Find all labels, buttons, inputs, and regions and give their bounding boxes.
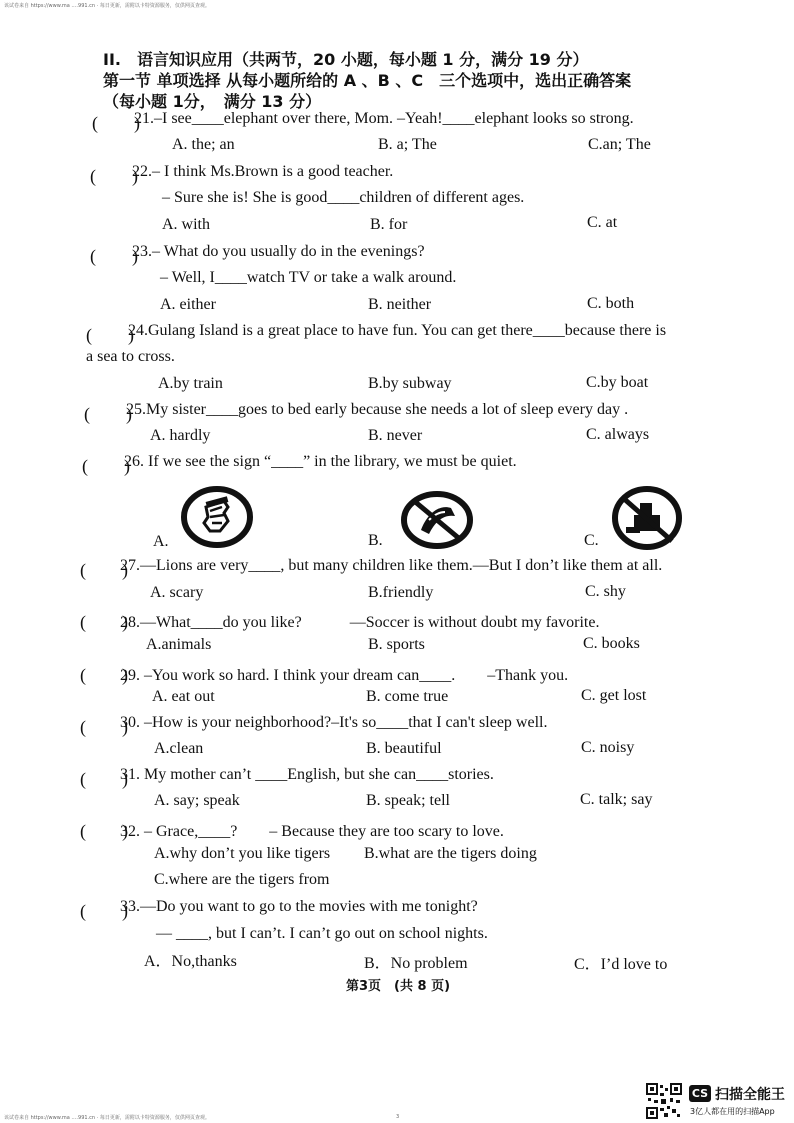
option-a: A．No,thanks bbox=[144, 953, 237, 970]
question-stem: 29. –You work so hard. I think your dream can____. –Thank you. bbox=[120, 667, 569, 684]
option-a: A. bbox=[153, 533, 169, 550]
watermark-top: 该试卷来自 https://www.ma ….991.cn · 每日更新，需附以卡特资源服务，仅供网页查观。 bbox=[4, 3, 210, 9]
page-number: 第3页 (共 8 页) bbox=[346, 979, 451, 994]
answer-bracket[interactable]: ( ) bbox=[80, 717, 128, 737]
option-c: C. at bbox=[587, 214, 618, 231]
question-stem: 24.Gulang Island is a great place to have fun. You can get there____because there is bbox=[128, 322, 667, 339]
option-b: B. neither bbox=[368, 296, 432, 313]
option-c: C. get lost bbox=[581, 687, 647, 704]
answer-bracket[interactable]: ( ) bbox=[84, 404, 132, 424]
option-a: A.why don’t you like tigers bbox=[154, 845, 331, 862]
option-b: B．No problem bbox=[364, 955, 468, 972]
option-c: C. bbox=[584, 532, 599, 549]
option-c: C.an; The bbox=[588, 136, 651, 153]
option-a: A. scary bbox=[150, 584, 204, 601]
option-a: A.by train bbox=[158, 375, 223, 392]
option-c: C.by boat bbox=[586, 374, 649, 391]
option-a: A.animals bbox=[146, 636, 212, 653]
question-stem-line2: – Well, I____watch TV or take a walk around. bbox=[160, 269, 457, 286]
answer-bracket[interactable]: ( ) bbox=[82, 456, 130, 476]
option-b: B.what are the tigers doing bbox=[364, 845, 537, 862]
qr-code-icon bbox=[646, 1083, 682, 1119]
question-stem: 23.– What do you usually do in the evenings? bbox=[132, 243, 425, 260]
question-stem: 28.—What____do you like? —Soccer is without doubt my favorite. bbox=[120, 614, 600, 631]
option-c: C. noisy bbox=[581, 739, 635, 756]
option-a: A. hardly bbox=[150, 427, 211, 444]
sign-b-image bbox=[399, 490, 475, 550]
watermark-bottom: 该试卷来自 https://www.ma ….991.cn · 每日更新，需附以卡特资源服务，仅供网页查观。 bbox=[4, 1115, 210, 1121]
page-marker: 3 bbox=[396, 1114, 400, 1120]
option-a: A. with bbox=[162, 216, 210, 233]
section-heading: II. 语言知识应用（共两节，20 小题，每小题 1 分，满分 19 分） bbox=[103, 50, 589, 69]
part-instruction-line2: （每小题 1分， 满分 13 分） bbox=[103, 92, 322, 111]
option-a: A. the; an bbox=[172, 136, 235, 153]
option-a: A. eat out bbox=[152, 688, 215, 705]
question-stem: 31. My mother can’t ____English, but she can____stories. bbox=[120, 766, 494, 783]
sign-c-image bbox=[610, 485, 684, 551]
question-stem-line2: a sea to cross. bbox=[86, 348, 175, 365]
question-stem: 32. – Grace,____? – Because they are too scary to love. bbox=[120, 823, 504, 840]
scanner-app-name: 扫描全能王 bbox=[715, 1087, 785, 1103]
question-stem: 30. –How is your neighborhood?–It's so____that I can't sleep well. bbox=[120, 714, 548, 731]
option-b: B. come true bbox=[366, 688, 449, 705]
option-c: C. books bbox=[583, 635, 640, 652]
question-stem: 26. If we see the sign “____” in the library, we must be quiet. bbox=[124, 453, 517, 470]
option-a: A. either bbox=[160, 296, 216, 313]
answer-bracket[interactable]: ( ) bbox=[80, 560, 128, 580]
answer-bracket[interactable]: ( ) bbox=[80, 901, 128, 921]
question-stem: 27.—Lions are very____, but many children like them.—But I don’t like them at all. bbox=[120, 557, 663, 574]
sign-a-image bbox=[180, 485, 254, 549]
option-b: B. a; The bbox=[378, 136, 437, 153]
option-c: C. talk; say bbox=[580, 791, 653, 808]
question-stem-line2: – Sure she is! She is good____children of different ages. bbox=[162, 189, 525, 206]
question-stem-line2: — ____, but I can’t. I can’t go out on school nights. bbox=[156, 925, 488, 942]
option-c: C.where are the tigers from bbox=[154, 871, 330, 888]
option-b: B. for bbox=[370, 216, 408, 233]
camscanner-logo: CS bbox=[689, 1085, 711, 1102]
question-stem: 33.—Do you want to go to the movies with me tonight? bbox=[120, 898, 478, 915]
answer-bracket[interactable]: ( ) bbox=[90, 166, 138, 186]
answer-bracket[interactable]: ( ) bbox=[92, 113, 140, 133]
option-b: B. bbox=[368, 532, 383, 549]
option-a: A.clean bbox=[154, 740, 204, 757]
answer-bracket[interactable]: ( ) bbox=[90, 246, 138, 266]
option-c: C. shy bbox=[585, 583, 626, 600]
option-b: B. beautiful bbox=[366, 740, 442, 757]
option-b: B. speak; tell bbox=[366, 792, 450, 809]
option-c: C. always bbox=[586, 426, 650, 443]
question-stem: 22.– I think Ms.Brown is a good teacher. bbox=[132, 163, 394, 180]
option-c: C. both bbox=[587, 295, 635, 312]
scanner-app-slogan: 3亿人都在用的扫描App bbox=[690, 1107, 775, 1116]
question-stem: 25.My sister____goes to bed early because she needs a lot of sleep every day . bbox=[126, 401, 629, 418]
question-stem: 21.–I see____elephant over there, Mom. –Yeah!____elephant looks so strong. bbox=[134, 110, 634, 127]
answer-bracket[interactable]: ( ) bbox=[80, 821, 128, 841]
answer-bracket[interactable]: ( ) bbox=[80, 612, 128, 632]
option-b: B. never bbox=[368, 427, 423, 444]
option-a: A. say; speak bbox=[154, 792, 240, 809]
answer-bracket[interactable]: ( ) bbox=[80, 665, 128, 685]
option-b: B. sports bbox=[368, 636, 425, 653]
answer-bracket[interactable]: ( ) bbox=[80, 769, 128, 789]
option-c: C．I’d love to bbox=[574, 956, 668, 973]
option-b: B.friendly bbox=[368, 584, 434, 601]
option-b: B.by subway bbox=[368, 375, 452, 392]
answer-bracket[interactable]: ( ) bbox=[86, 325, 134, 345]
part-instruction-line1: 第一节 单项选择 从每小题所给的 A 、B 、C 三个选项中，选出正确答案 bbox=[103, 71, 632, 90]
